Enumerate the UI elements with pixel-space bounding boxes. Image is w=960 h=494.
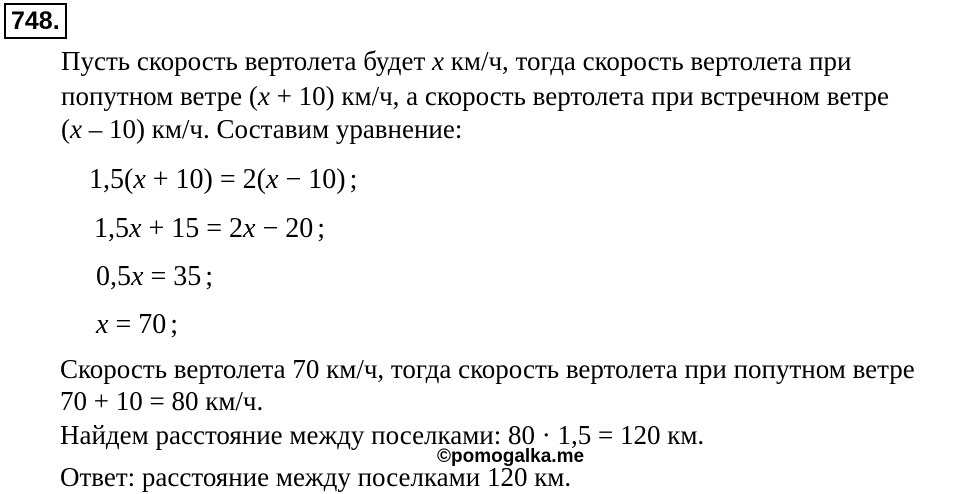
variable-x: x <box>257 81 270 111</box>
equation-1-part-c: − 10) <box>278 164 346 195</box>
intro-line-1 <box>61 44 851 78</box>
equation-2-part-b: + 15 = 2 <box>141 213 244 244</box>
problem-number: 748. <box>4 3 67 39</box>
equation-2 <box>94 212 325 246</box>
equation-2-part-a: 1,5 <box>94 213 129 244</box>
variable-x: x <box>432 46 444 76</box>
conclusion-line-1: Скорость вертолета 70 км/ч, тогда скорость вертолета при попутном ветре <box>60 354 915 384</box>
variable-x: x <box>131 261 144 292</box>
watermark: ©pomogalka.me <box>437 446 585 467</box>
intro-line-3-text-a: ( <box>61 114 70 144</box>
equation-3-part-b: = 35 <box>143 261 202 292</box>
conclusion-line-2: 70 + 10 = 80 км/ч. <box>60 386 264 416</box>
intro-line-3-text-b: – 10) км/ч. Составим уравнение: <box>81 114 463 144</box>
equation-4 <box>96 308 178 342</box>
intro-line-2-text-a: попутном ветре ( <box>61 81 258 111</box>
intro-line-2-text-b: + 10) км/ч, а скорость вертолета при встречном ветре <box>269 81 889 111</box>
variable-x: x <box>266 164 279 195</box>
intro-line-1-text-b: км/ч, тогда скорость вертолета при <box>443 46 852 76</box>
equation-3 <box>96 260 213 294</box>
equation-1-terminator: ; <box>349 164 358 195</box>
intro-line-3 <box>61 112 462 146</box>
intro-line-1-text-a: Пусть скорость вертолета будет <box>61 46 432 76</box>
variable-x: x <box>133 164 146 195</box>
equation-3-terminator: ; <box>205 261 214 292</box>
equation-3-part-a: 0,5 <box>96 261 131 292</box>
equation-1-part-a: 1,5( <box>89 164 134 195</box>
conclusion-line-3: Найдем расстояние между поселками: 80 · 1,5 = 120 км. <box>60 420 705 450</box>
variable-x: x <box>96 309 109 340</box>
equation-2-part-c: − 20 <box>255 213 314 244</box>
intro-line-2 <box>61 79 889 113</box>
equation-1 <box>89 163 357 197</box>
equation-2-terminator: ; <box>317 213 326 244</box>
variable-x: x <box>243 213 256 244</box>
variable-x: x <box>70 114 82 144</box>
equation-1-part-b: + 10) = 2( <box>145 164 266 195</box>
variable-x: x <box>129 213 142 244</box>
equation-4-terminator: ; <box>170 309 179 340</box>
answer-line: Ответ: расстояние между поселками 120 км. <box>60 462 572 492</box>
equation-4-part-b: = 70 <box>108 309 167 340</box>
